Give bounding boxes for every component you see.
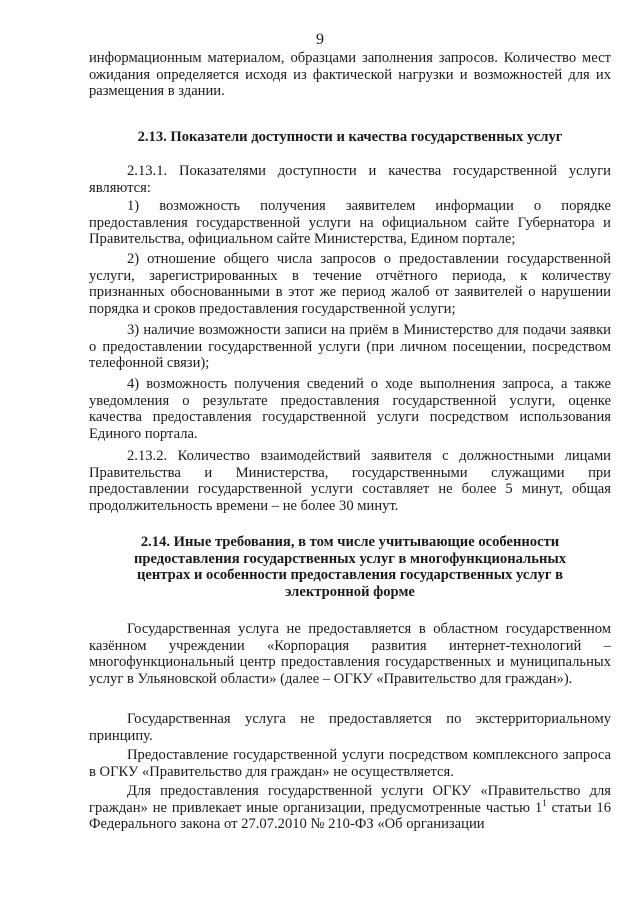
section-heading-2-13: 2.13. Показатели доступности и качества государственных услуг xyxy=(137,129,563,145)
paragraph-mfc-2: Государственная услуга не предоставляется по экстерриториальному принципу. xyxy=(89,711,611,744)
paragraph-mfc-3: Предоставление государственной услуги посредством комплексного запроса в ОГКУ «Правительство для граждан» не осуществляется. xyxy=(89,747,611,780)
paragraph-mfc-4: Для предоставления государственной услуги ОГКУ «Правительство для граждан» не привлекает иные организации, предусмотренные частью $1^1$ статьи 16 Федерального закона от 27.07.2010 № 210-ФЗ «Об организации xyxy=(89,783,611,833)
paragraph-intro: информационным материалом, образцами заполнения запросов. Количество мест ожидания определяется исходя из фактической нагрузки и возможностей для их размещения в здании. xyxy=(89,50,611,100)
footnote-superscript: 1 xyxy=(542,797,547,808)
paragraph-2-13-2: 2.13.2. Количество взаимодействий заявителя с должностными лицами Правительства и Министерства, государственными служащими при предоставлении государственной услуги составляет не более 5 минут, общая продолжительность времени – не более 30 минут. xyxy=(89,448,611,514)
section-heading-2-14: 2.14. Иные требования, в том числе учитывающие особенности предоставления государственных услуг в многофункциональных центрах и особенности предоставления государственных услуг в электронной форме xyxy=(133,534,567,600)
list-item-3: 3) наличие возможности записи на приём в Министерство для подачи заявки о предоставлении государственной услуги (при личном посещении, посредством телефонной связи); xyxy=(89,322,611,372)
list-item-2: 2) отношение общего числа запросов о предоставлении государственной услуги, зарегистрированных в течение отчётного периода, к количеству признанных обоснованными в этот же период жалоб от заявителей о нарушении порядка и сроков предоставления государственной услуги; xyxy=(89,251,611,317)
paragraph-mfc-1: Государственная услуга не предоставляется в областном государственном казённом учреждении «Корпорация развития интернет-технологий – многофункциональный центр предоставления государственных и муниципальных услуг в Ульяновской области» (далее – ОГКУ «Правительство для граждан»). xyxy=(89,621,611,687)
list-item-4: 4) возможность получения сведений о ходе выполнения запроса, а также уведомления о результате предоставления государственной услуги, оценке качества предоставления государственной услуги посредством использования Единого портала. xyxy=(89,376,611,442)
list-item-1: 1) возможность получения заявителем информации о порядке предоставления государственной услуги на официальном сайте Губернатора и Правительства, официальном сайте Министерства, Едином портале; xyxy=(89,198,611,248)
page-number: 9 xyxy=(316,31,324,48)
paragraph-2-13-1: 2.13.1. Показателями доступности и качества государственной услуги являются: xyxy=(89,163,611,196)
